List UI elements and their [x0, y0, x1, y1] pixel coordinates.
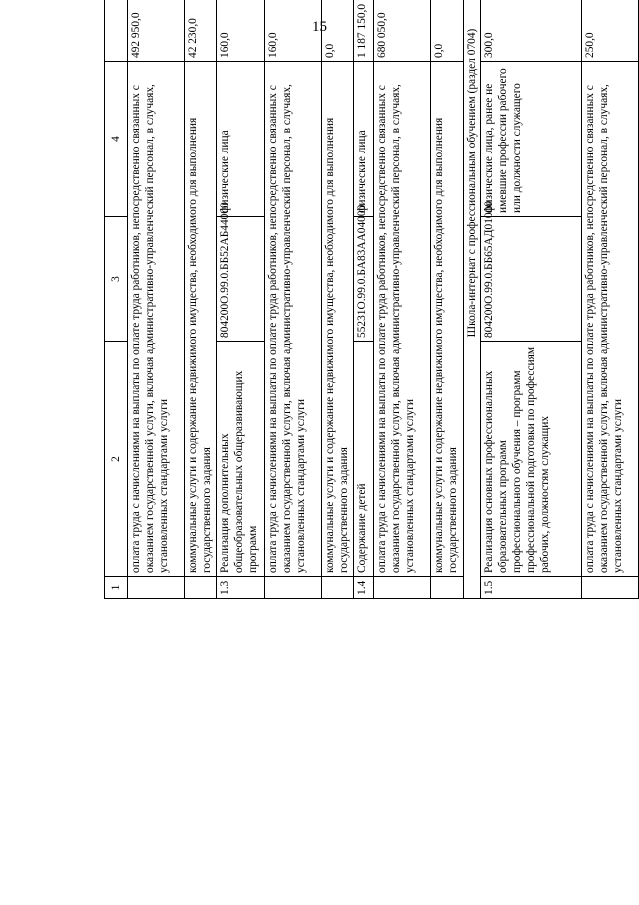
row-description: оплата труда с начислениями на выплаты по оплате труда работников, непосредственно связанных с оказанием государственной услуги, включая административно-управленческий персонал, в случаях, установленных стандартами услуги	[265, 62, 322, 577]
budget-table	[104, 0, 639, 599]
row-service-code: 55231О.99.0.БА83АА04000	[354, 217, 374, 342]
table-row	[265, 0, 322, 599]
rotated-table-area	[104, 3, 639, 895]
table-row	[217, 0, 265, 599]
row-amount: 0,0	[431, 0, 463, 62]
row-description: оплата труда с начислениями на выплаты по оплате труда работников, непосредственно связанных с оказанием государственной услуги, включая административно-управленческий персонал, в случаях, установленных стандартами услуги	[374, 62, 431, 577]
row-service-code: 804200О.99.0.ББ65АД01000	[480, 217, 581, 342]
row-number	[321, 577, 353, 599]
row-amount: 160,0	[265, 0, 322, 62]
row-amount: 0,0	[321, 0, 353, 62]
row-number: 1.3	[217, 577, 265, 599]
table-row	[321, 0, 353, 599]
row-amount: 492 950,0	[128, 0, 185, 62]
row-amount: 680 050,0	[374, 0, 431, 62]
row-description: коммунальные услуги и содержание недвижимого имущества, необходимого для выполнения государственного задания	[431, 62, 463, 577]
table-row	[374, 0, 431, 599]
header-col-4: 4	[105, 62, 128, 217]
page-number: 15	[312, 19, 327, 35]
table-row	[431, 0, 463, 599]
header-col-2: 2	[105, 342, 128, 577]
row-service-name: Реализация дополнительных общеобразовательных общеразвивающих программ	[217, 342, 265, 577]
row-amount: 250,0	[582, 0, 639, 62]
row-number	[265, 577, 322, 599]
row-amount: 300,0	[480, 0, 581, 62]
row-service-name: Содержание детей	[354, 342, 374, 577]
table-landscape	[104, 0, 639, 599]
row-number	[128, 577, 185, 599]
row-description: коммунальные услуги и содержание недвижимого имущества, необходимого для выполнения государственного задания	[185, 62, 217, 577]
row-number	[185, 577, 217, 599]
header-col-3: 3	[105, 217, 128, 342]
row-consumers: физические лица, ранее не имевшие профессии рабочего или должности служащего	[480, 62, 581, 217]
row-description: оплата труда с начислениями на выплаты по оплате труда работников, непосредственно связанных с оказанием государственной услуги, включая административно-управленческий персонал, в случаях, установленных стандартами услуги	[128, 62, 185, 577]
row-number	[431, 577, 463, 599]
header-col-5	[105, 0, 128, 62]
row-consumers: физические лица	[354, 62, 374, 217]
row-amount: 1 187 150,0	[354, 0, 374, 62]
section-title: Школа-интернат с профессиональным обучением (раздел 0704)	[463, 0, 480, 599]
row-description: коммунальные услуги и содержание недвижимого имущества, необходимого для выполнения государственного задания	[321, 62, 353, 577]
row-number: 1.4	[354, 577, 374, 599]
row-consumers: физические лица	[217, 62, 265, 217]
table-header-row	[105, 0, 128, 599]
row-amount: 42 230,0	[185, 0, 217, 62]
row-number	[374, 577, 431, 599]
row-service-code: 804200О.99.0.ББ52АБ44000	[217, 217, 265, 342]
table-row	[128, 0, 185, 599]
row-number: 1.5	[480, 577, 581, 599]
table-row	[354, 0, 374, 599]
table-row	[582, 0, 639, 599]
row-service-name: Реализация основных профессиональных образовательных программ профессионального обучения – программ профессиональной подготовки по профессиям рабочих, должностям служащих	[480, 342, 581, 577]
header-col-1: 1	[105, 577, 128, 599]
row-number	[582, 577, 639, 599]
row-description: оплата труда с начислениями на выплаты по оплате труда работников, непосредственно связанных с оказанием государственной услуги, включая административно-управленческий персонал, в случаях, установленных стандартами услуги	[582, 62, 639, 577]
table-row	[480, 0, 581, 599]
row-amount: 160,0	[217, 0, 265, 62]
table-row	[185, 0, 217, 599]
section-row	[463, 0, 480, 599]
